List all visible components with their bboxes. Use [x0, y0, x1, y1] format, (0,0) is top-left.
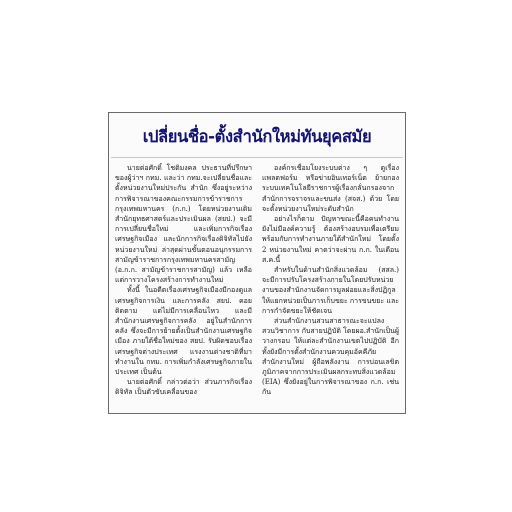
right-column [262, 163, 399, 407]
newspaper-clipping [108, 112, 406, 414]
paragraph: นายต่อศักดิ์ โชติมงคล ประธานที่ปรึกษาของผู้ว่าฯ กทม. และว่า กทม.จะเปลี่ยนชื่อและตั้งหน่วยงานใหม่ประกัน สำนัก ซึ่งอยู่ระหว่างการพิจารณาของคณะกรรมการข้าราชการกรุงเทพมหานคร (ก.ก.) โดยหน่วยงานเดิม สำนักยุทธศาสตร์และประเมินผล (สยป.) จะมีการเปลี่ยนชื่อใหม่ และเพิ่มการกิจเรื่องเศรษฐกิจเมือง และนักการกิจเรื่องดิจิทัลไปยังหน่วยงานใหม่ ล่าสุดผ่านขั้นตอนอนุกรรมการสามัญข้าราชการกรุงเทพมหานครสามัญ (อ.ก.ก. สามัญข้าราชการสามัญ) แล้ว เหลือแต่การวางโครงสร้างการทำงานใหม่ [115, 164, 252, 285]
paragraph: ส่วนสำนักงานสวนสาธารณะจะแปลง สวนวิชาการ กับสายปฏิบัติ โดยผอ.สำนักเป็นผู้วางกรอบ ให้แต่ละสำนักงานเขตไปปฏิบัติ อีกทั้งยังมีการตั้งสำนักงานควบคุมอัคคีภัยสำนักงานใหม่ ผู้ถือพลังงาน การบ่อนเลขิต ภูมิภาคจากการประเมินผลกระทบสิ่งแวดล้อม (EIA) ซึ่งยังอยู่ในการพิจารณาของ ก.ก. เช่นกัน [262, 317, 399, 397]
article-body [115, 163, 399, 407]
paragraph: อย่างไรก็ตาม ปัญหาขณะนี้คือคนทำงานยังไม่มีองค์ความรู้ ต้องสร้างอบรมเพื่อเตรียมพร้อมกับการทำงานภายใต้สำนักใหม่ โดยตั้ง 2 หน่วยงานใหม่ คาดว่าจะผ่าน ก.ก. ในเดือน ส.ค.นี้ [262, 215, 399, 264]
paragraph: ทั้งนี้ ในอดีตเรื่องเศรษฐกิจเมืองมีกองดูแลเศรษฐกิจการเงิน และการคลัง สยป. คอยติดตาม แต่ไม่มีการเคลื่อนไหว และมีสำนักงานเศรษฐกิจการคลัง อยู่ในสำนักการคลัง ซึ่งจะมีการย้ายตั้งเป็นสำนักงานเศรษฐกิจเมือง ภายใต้ชื่อใหม่ของ สยป. รับผิดชอบเรื่องเศรษฐกิจต่างประเทศ แรงงานต่างชาติที่มาทำงานใน กทม. การเพิ่มกำลังเศรษฐกิจภายในประเทศ เป็นต้น [115, 286, 252, 377]
paragraph: องค์กรเชื่อมโยงระบบต่าง ๆ ดูเรื่องแพลตฟอร์ม หรือข่ายอินเทอร์เน็ต ย้ายกองระบบเทคโนโลยีราชการผู้เรื่องกลั่นกรองจากสำนักการจราจรและขนส่ง (สจส.) ด้วย โดยจะตั้งหน่วยงานใหม่ระดับสำนัก [262, 164, 399, 213]
left-column [115, 163, 252, 407]
paragraph: นายต่อศักดิ์ กล่าวต่อว่า ส่วนภารกิจเรื่องดิจิทัล เป็นตัวขับเคลื่อนของ [115, 378, 252, 397]
paragraph: สำหรับในด้านสำนักสิ่งแวดล้อม (สสล.) จะมีการปรับโครงสร้างภายในโดยปรับหน่วยงานของสำนักงานจัดการมูลฝอยและสิ่งปฏิกูล ให้แยกหน่วยเป็นการเก็บขยะ การขนขยะ และการกำจัดขยะให้ชัดเจน [262, 266, 399, 315]
article-headline: เปลี่ยนชื่อ-ตั้งสำนักใหม่ทันยุคสมัย [111, 117, 403, 158]
